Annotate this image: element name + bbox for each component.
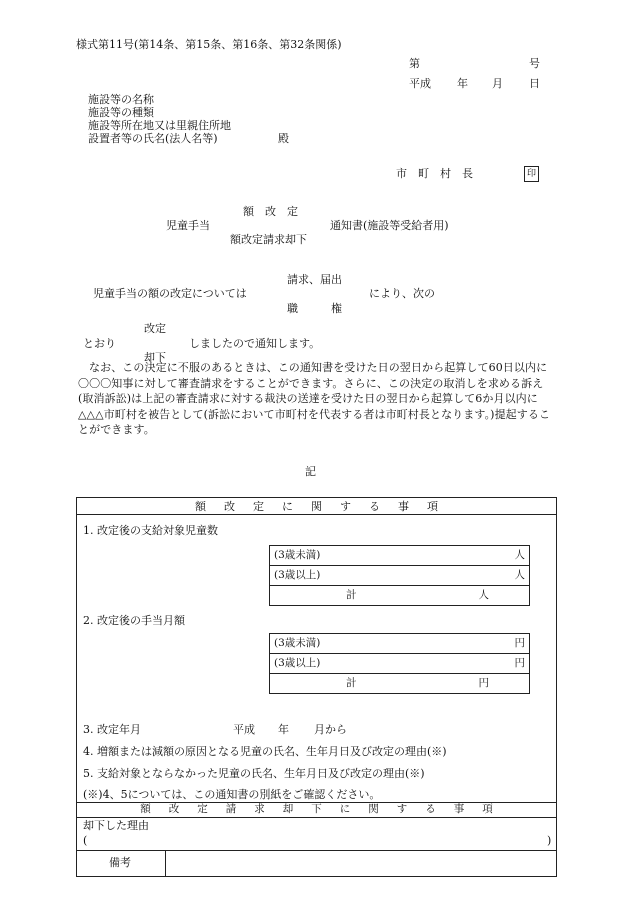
- item3-era: 平成: [233, 723, 255, 736]
- rejection-header-rule-bottom: [77, 817, 556, 818]
- row-label: (3歳以上): [274, 656, 321, 669]
- table-header: 額改定に関する事項: [195, 500, 456, 513]
- doc-number-label: 第: [409, 57, 420, 70]
- facility-type-label: 施設等の種類: [88, 106, 154, 119]
- dono: 殿: [278, 132, 289, 145]
- body-option-authority: 職 権: [287, 302, 342, 315]
- date-era: 平成: [409, 77, 431, 90]
- remarks-label: 備考: [109, 856, 131, 869]
- item3-label: 3. 改定年月: [83, 723, 141, 736]
- remarks-rule: [77, 850, 556, 851]
- rejection-reason-label: 却下した理由: [83, 819, 149, 832]
- item4-label: 4. 増額または減額の原因となる児童の氏名、生年月日及び改定の理由(※): [83, 745, 447, 758]
- table-row: [270, 654, 530, 674]
- operator-name-label: 設置者等の氏名(法人名等): [88, 132, 218, 145]
- table-row: [270, 546, 530, 566]
- table-row: [270, 674, 530, 694]
- row-unit: 円: [478, 676, 489, 689]
- paren-close: ): [547, 834, 552, 847]
- title-option-kyakka: 額改定請求却下: [230, 233, 307, 246]
- body-line2-suffix: しましたので通知します。: [189, 337, 321, 350]
- row-label: (3歳未満): [274, 636, 321, 649]
- seal-stamp: 印: [524, 166, 539, 182]
- row-unit: 円: [514, 656, 525, 669]
- date-month: 月: [492, 77, 503, 90]
- row-label: (3歳以上): [274, 568, 321, 581]
- facility-address-label: 施設等所在地又は里親住所地: [88, 119, 231, 132]
- item2-label: 2. 改定後の手当月額: [83, 614, 185, 627]
- body-option-kaitei: 改定: [144, 322, 166, 335]
- ki-mark: 記: [305, 465, 316, 478]
- title-suffix: 通知書(施設等受給者用): [330, 219, 449, 232]
- form-number: 様式第11号(第14条、第15条、第16条、第32条関係): [76, 38, 342, 51]
- row-label: (3歳未満): [274, 548, 321, 561]
- title-prefix: 児童手当: [166, 219, 210, 232]
- item1-label: 1. 改定後の支給対象児童数: [83, 524, 218, 537]
- issuer-title: 市 町 村 長: [396, 167, 473, 180]
- table-header-rule: [77, 514, 556, 515]
- doc-number-suffix: 号: [529, 57, 540, 70]
- children-count-box: [269, 545, 530, 606]
- date-year: 年: [457, 77, 468, 90]
- table-row: [270, 634, 530, 654]
- body-option-request: 請求、届出: [287, 273, 342, 286]
- item5-label: 5. 支給対象とならなかった児童の氏名、生年月日及び改定の理由(※): [83, 767, 425, 780]
- item3-month: 月から: [314, 723, 347, 736]
- row-unit: 円: [514, 636, 525, 649]
- footnote: (※)4、5については、この通知書の別紙をご確認ください。: [83, 788, 381, 801]
- title-option-gaku-kaitei: 額 改 定: [243, 205, 298, 218]
- row-label: 計: [346, 676, 357, 689]
- body-line1-prefix: 児童手当の額の改定については: [93, 287, 247, 300]
- row-unit: 人: [514, 568, 525, 581]
- row-unit: 人: [514, 548, 525, 561]
- details-table: [76, 497, 557, 877]
- item3-year: 年: [278, 723, 289, 736]
- body-line2-prefix: とおり: [83, 337, 116, 350]
- body-line1-suffix: により、次の: [369, 287, 435, 300]
- facility-name-label: 施設等の名称: [88, 93, 154, 106]
- rejection-header: 額改定請求却下に関する事項: [140, 803, 511, 815]
- appeal-notice: なお、この決定に不服のあるときは、この通知書を受けた日の翌日から起算して60日以内に〇〇〇知事に対して審査請求をすることができます。さらに、この決定の取消しを求める訴え(取消訴訟)は上記の審査請求に対する裁決の送達を受けた日の翌日から起算して6か月以内に△△△市町村を被告として(訴訟において市町村を代表する者は市町村長となります。)提起することができます。: [78, 361, 551, 436]
- table-row: [270, 586, 530, 606]
- row-label: 計: [346, 588, 357, 601]
- body-option-kyakka: 却下: [144, 351, 166, 364]
- paren-open: (: [83, 834, 88, 847]
- date-day: 日: [529, 77, 540, 90]
- monthly-amount-box: [269, 633, 530, 694]
- table-row: [270, 566, 530, 586]
- remarks-divider: [165, 850, 166, 876]
- row-unit: 人: [478, 588, 489, 601]
